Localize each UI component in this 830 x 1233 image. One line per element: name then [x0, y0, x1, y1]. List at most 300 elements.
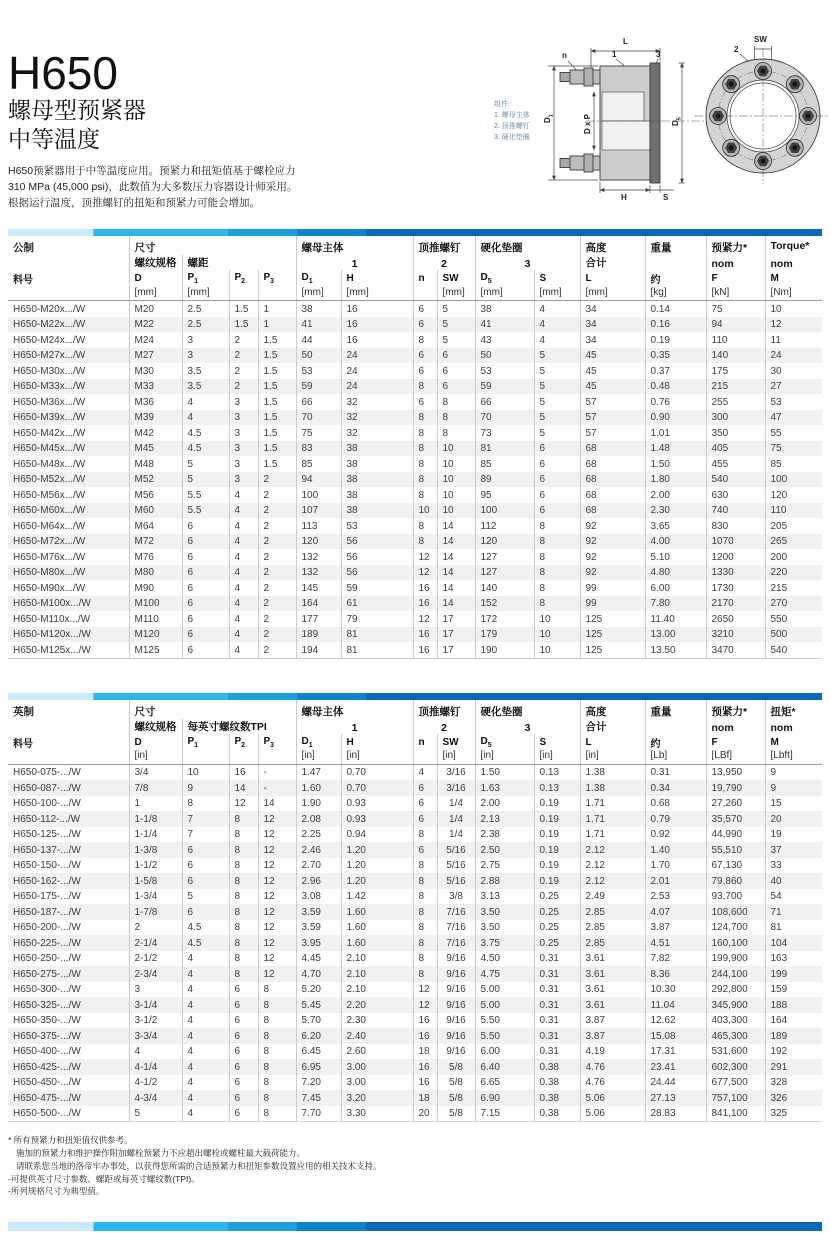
part-number-cell: H650-M22x.../W	[13, 319, 86, 331]
table-cell: 0.70	[341, 780, 413, 796]
table-cell: 3.61	[580, 997, 645, 1013]
table-cell: 12	[258, 842, 296, 858]
table-cell: 10.30	[645, 982, 706, 998]
table-cell: 8	[413, 920, 437, 936]
table-cell: 177	[296, 611, 341, 627]
column-symbol: SW	[437, 734, 475, 750]
part-number-cell: H650-175-.../W	[13, 891, 81, 903]
header-cell: 尺寸	[129, 236, 296, 255]
column-unit	[8, 286, 129, 301]
description-line: H650预紧器用于中等温度应用。预紧力和扭矩值基于螺栓应力	[8, 164, 296, 177]
table-cell: 1/4	[437, 796, 475, 812]
table-cell: 2.00	[475, 796, 534, 812]
table-cell: 1330	[706, 565, 765, 581]
table-row	[8, 596, 822, 612]
table-cell: 3/8	[437, 889, 475, 905]
table-cell: 8	[534, 534, 580, 550]
header-cell: nom	[765, 719, 822, 734]
part-number-cell: H650-M20x.../W	[13, 303, 86, 315]
table-cell: 540	[706, 472, 765, 488]
table-cell: 6	[413, 394, 437, 410]
table-row	[8, 873, 822, 889]
part-number-cell: H650-M56x.../W	[13, 489, 86, 501]
table-cell: 152	[475, 596, 534, 612]
table-row	[8, 627, 822, 643]
table-cell: 70	[296, 410, 341, 426]
table-cell: 3/16	[437, 780, 475, 796]
table-cell: 3	[229, 410, 258, 426]
table-cell: 2	[258, 503, 296, 519]
table-cell: 3.61	[580, 966, 645, 982]
imperial-table-body	[8, 764, 822, 1122]
part-number-cell: H650-M64x.../W	[13, 520, 86, 532]
table-cell: 140	[475, 580, 534, 596]
table-cell: 841,100	[706, 1106, 765, 1122]
table-cell: 4	[229, 487, 258, 503]
table-cell: 159	[765, 982, 822, 998]
table-cell: 75	[296, 425, 341, 441]
table-cell: 8	[413, 873, 437, 889]
table-cell: 16	[341, 301, 413, 317]
table-cell: 0.13	[534, 780, 580, 796]
table-cell: 5.5	[182, 487, 229, 503]
table-cell: 8.36	[645, 966, 706, 982]
label-2: 2	[734, 45, 739, 54]
table-cell: M72	[129, 534, 182, 550]
table-cell: 4	[182, 1106, 229, 1122]
table-row	[8, 966, 822, 982]
label-L: L	[623, 37, 628, 46]
table-cell: 9	[765, 764, 822, 780]
table-cell: 24	[341, 348, 413, 364]
table-cell: 125	[580, 611, 645, 627]
table-cell: 8	[258, 1013, 296, 1029]
table-cell: 16	[341, 332, 413, 348]
table-cell: 8	[229, 904, 258, 920]
table-cell: 172	[475, 611, 534, 627]
table-cell: 81	[765, 920, 822, 936]
part-number-cell: H650-350-.../W	[13, 1015, 81, 1027]
table-cell: 4	[182, 1013, 229, 1029]
table-cell: 1.50	[475, 764, 534, 780]
table-cell: 7.80	[645, 596, 706, 612]
header-cell: 螺距	[182, 255, 296, 270]
table-cell: 45	[580, 363, 645, 379]
part-number-column-label: 料号	[13, 275, 33, 287]
part-number-cell: H650-M120x.../W	[13, 629, 91, 641]
table-cell: 3/4	[129, 764, 182, 780]
table-cell: 4.45	[296, 951, 341, 967]
table-cell: 16	[413, 1028, 437, 1044]
table-cell: 8	[413, 379, 437, 395]
column-unit: [in]	[296, 750, 341, 765]
table-cell: 270	[765, 596, 822, 612]
header-cell: 螺母主体	[296, 236, 413, 255]
table-cell: 1-1/4	[129, 827, 182, 843]
part-number-cell: H650-450-.../W	[13, 1077, 81, 1089]
table-cell: 5/8	[437, 1059, 475, 1075]
footnote-line: 请联系您当地的洛帝牢办事处，以获得您所需的合适预紧力和扭矩参数设置应用的相关技术支持。	[16, 1160, 382, 1171]
part-number-cell: H650-275-.../W	[13, 968, 81, 980]
table-cell: 0.25	[534, 904, 580, 920]
table-cell: 6.00	[645, 580, 706, 596]
label-1: 1	[612, 50, 617, 59]
table-cell: 9/16	[437, 951, 475, 967]
table-cell: 8	[413, 518, 437, 534]
table-cell: 24	[341, 363, 413, 379]
column-symbol: $P_2$	[229, 734, 258, 750]
table-cell: -	[258, 780, 296, 796]
table-cell: 4	[229, 549, 258, 565]
part-number-cell: H650-M80x.../W	[13, 567, 86, 579]
table-cell: 8	[229, 842, 258, 858]
table-cell: 2-3/4	[129, 966, 182, 982]
table-cell: 32	[341, 410, 413, 426]
table-cell: 2.75	[475, 858, 534, 874]
table-cell: 23.41	[645, 1059, 706, 1075]
table-cell: 57	[580, 410, 645, 426]
table-cell: 3.00	[341, 1059, 413, 1075]
table-cell: 2	[229, 379, 258, 395]
table-cell: M100	[129, 596, 182, 612]
table-cell: 6	[437, 379, 475, 395]
table-cell: 3.87	[580, 1013, 645, 1029]
table-cell: 6	[182, 858, 229, 874]
section-view	[560, 63, 660, 183]
header-cell: 尺寸	[129, 700, 296, 719]
table-cell: 5/8	[437, 1090, 475, 1106]
table-cell: 5	[534, 394, 580, 410]
table-cell: 4	[413, 764, 437, 780]
table-cell: 8	[229, 889, 258, 905]
table-row	[8, 811, 822, 827]
table-cell: 4.5	[182, 425, 229, 441]
table-cell: 3	[229, 472, 258, 488]
header-cell: 顶推螺钉	[413, 700, 475, 719]
table-cell: 0.31	[534, 951, 580, 967]
table-cell: 4.07	[645, 904, 706, 920]
table-cell: 6	[182, 873, 229, 889]
table-cell: 8	[437, 394, 475, 410]
part-number-cell: H650-M30x.../W	[13, 365, 86, 377]
table-cell: 8	[534, 565, 580, 581]
part-number-cell: H650-M52x.../W	[13, 474, 86, 486]
column-unit: [in]	[341, 750, 413, 765]
table-cell: 2.85	[580, 920, 645, 936]
table-cell: 1200	[706, 549, 765, 565]
table-cell: 45	[580, 379, 645, 395]
table-cell: 120	[475, 534, 534, 550]
table-cell: 2.38	[475, 827, 534, 843]
table-cell: 0.25	[534, 935, 580, 951]
table-cell: 6	[182, 596, 229, 612]
label-S: S	[663, 193, 669, 202]
table-row	[8, 518, 822, 534]
table-cell: 5	[534, 363, 580, 379]
table-cell: 13,950	[706, 764, 765, 780]
table-row	[8, 410, 822, 426]
header-cell-part-number-3: 3	[475, 255, 580, 270]
part-number-column-label: 料号	[13, 738, 33, 750]
table-cell: 7/8	[129, 780, 182, 796]
table-cell: 12	[229, 796, 258, 812]
metric-table-body	[8, 301, 822, 659]
table-cell: 12	[258, 873, 296, 889]
table-cell: 164	[765, 1013, 822, 1029]
header-cell: Torque*	[765, 236, 822, 255]
table-cell: 16	[413, 580, 437, 596]
table-cell: 92	[580, 534, 645, 550]
table-cell: 14	[437, 565, 475, 581]
table-cell: 6	[229, 1044, 258, 1060]
header-cell: 高度	[580, 700, 645, 719]
table-cell: 2.20	[341, 997, 413, 1013]
table-cell: 3.87	[580, 1028, 645, 1044]
table-cell: 1-3/4	[129, 889, 182, 905]
table-cell: 9/16	[437, 966, 475, 982]
part-number-cell: H650-150-.../W	[13, 860, 81, 872]
table-cell: 3	[182, 348, 229, 364]
table-cell: 8	[413, 332, 437, 348]
table-cell: 0.19	[534, 873, 580, 889]
table-cell: 38	[475, 301, 534, 317]
table-cell: 9/16	[437, 982, 475, 998]
table-cell: 292,800	[706, 982, 765, 998]
table-cell: 85	[296, 456, 341, 472]
table-cell: 5.00	[475, 997, 534, 1013]
part-number-cell: H650-M33x.../W	[13, 381, 86, 393]
table-cell: 3.5	[182, 363, 229, 379]
table-cell: 6	[534, 503, 580, 519]
table-cell: 14	[437, 549, 475, 565]
table-cell: 24	[341, 379, 413, 395]
table-cell: 8	[258, 1044, 296, 1060]
part-number-cell: H650-475-.../W	[13, 1092, 81, 1104]
table-cell: 93,700	[706, 889, 765, 905]
table-cell: 5	[534, 379, 580, 395]
table-cell: 0.93	[341, 811, 413, 827]
table-cell: 2	[258, 596, 296, 612]
table-cell: 56	[341, 549, 413, 565]
table-cell: 8	[258, 1106, 296, 1122]
table-cell: 6	[182, 627, 229, 643]
table-cell: 0.93	[341, 796, 413, 812]
column-unit	[8, 750, 129, 765]
column-symbol: H	[341, 734, 413, 750]
table-cell: 8	[534, 596, 580, 612]
table-cell: 110	[765, 503, 822, 519]
table-cell: 14	[437, 534, 475, 550]
table-cell: 6	[413, 363, 437, 379]
header-cell: 螺纹规格	[129, 255, 182, 270]
table-cell: 33	[765, 858, 822, 874]
table-cell: 41	[296, 317, 341, 333]
table-row	[8, 858, 822, 874]
table-cell: 27	[765, 379, 822, 395]
table-cell: 6	[437, 348, 475, 364]
table-cell: 10	[437, 456, 475, 472]
table-cell: 3.59	[296, 920, 341, 936]
metric-subgroup-header-row	[8, 255, 822, 270]
table-cell: 8	[229, 951, 258, 967]
table-row	[8, 764, 822, 780]
column-unit: [mm]	[341, 286, 413, 301]
table-cell: 2.70	[296, 858, 341, 874]
table-cell: M80	[129, 565, 182, 581]
table-cell: 7.82	[645, 951, 706, 967]
table-cell: 531,600	[706, 1044, 765, 1060]
column-symbol: SW	[437, 270, 475, 286]
table-cell: 12	[413, 549, 437, 565]
bottom-accent-bar	[8, 1222, 822, 1231]
table-cell: 8	[229, 966, 258, 982]
column-symbol: M	[765, 734, 822, 750]
table-cell: 4	[182, 1090, 229, 1106]
table-cell: 2	[229, 348, 258, 364]
column-symbol: $P_3$	[258, 270, 296, 286]
table-cell: 24.44	[645, 1075, 706, 1091]
table-cell: 7/16	[437, 935, 475, 951]
header-cell: 每英寸螺纹数TPI	[182, 719, 296, 734]
header-cell: nom	[706, 255, 765, 270]
table-cell: 2	[258, 534, 296, 550]
column-unit: [mm]	[182, 286, 229, 301]
table-cell: 3.61	[580, 982, 645, 998]
table-cell: 5.45	[296, 997, 341, 1013]
table-cell: 70	[475, 410, 534, 426]
table-cell: 10	[437, 503, 475, 519]
footnote-line: * 所有预紧力和扭矩值仅供参考。	[8, 1135, 133, 1146]
description-line: 310 MPa (45,000 psi)，此数值为大多数压力容器设计师采用。	[8, 180, 298, 193]
table-cell: 10	[437, 472, 475, 488]
table-row	[8, 642, 822, 658]
header-cell	[8, 255, 129, 270]
column-symbol: n	[413, 734, 437, 750]
table-cell: 6	[229, 1075, 258, 1091]
legend-item: 2. 顶推螺钉	[494, 122, 530, 130]
table-cell: 12	[258, 935, 296, 951]
table-cell: 6	[534, 441, 580, 457]
table-cell: 0.38	[534, 1059, 580, 1075]
table-cell: 127	[475, 549, 534, 565]
table-cell: 12	[258, 811, 296, 827]
table-cell: 34	[580, 332, 645, 348]
table-cell: 2650	[706, 611, 765, 627]
table-cell: 1.38	[580, 780, 645, 796]
table-cell: 3-3/4	[129, 1028, 182, 1044]
table-row	[8, 997, 822, 1013]
table-cell: 2.30	[341, 1013, 413, 1029]
table-cell: 4	[182, 951, 229, 967]
part-number-cell: H650-125-.../W	[13, 829, 81, 841]
page-title: H650	[8, 47, 118, 99]
table-cell: 1.5	[258, 441, 296, 457]
table-cell: M120	[129, 627, 182, 643]
table-cell: 3	[129, 982, 182, 998]
table-cell: 1070	[706, 534, 765, 550]
table-cell: 6	[182, 842, 229, 858]
table-cell: 16	[413, 627, 437, 643]
table-cell: 38	[341, 503, 413, 519]
table-cell: 4.51	[645, 935, 706, 951]
table-cell: 2	[229, 332, 258, 348]
table-cell: 8	[413, 966, 437, 982]
table-cell: 1.48	[645, 441, 706, 457]
table-cell: 104	[765, 935, 822, 951]
column-symbol: $D_5$	[475, 734, 534, 750]
table-cell: 830	[706, 518, 765, 534]
table-cell: 17.31	[645, 1044, 706, 1060]
label-SW: SW	[754, 35, 767, 44]
table-cell: 2	[258, 549, 296, 565]
table-row	[8, 487, 822, 503]
column-unit	[229, 286, 258, 301]
table-cell: 1.01	[645, 425, 706, 441]
table-cell: 4.50	[475, 951, 534, 967]
part-number-cell: H650-M125x.../W	[8, 642, 129, 658]
technical-drawing	[488, 30, 830, 206]
table-cell: 540	[765, 642, 822, 658]
table-cell: 4	[534, 317, 580, 333]
table-cell: 59	[341, 580, 413, 596]
table-cell: 125	[580, 627, 645, 643]
table-cell: 6	[413, 811, 437, 827]
header-cell: 螺纹规格	[129, 719, 182, 734]
table-cell: 14	[229, 780, 258, 796]
column-symbol: 约	[645, 270, 706, 286]
table-cell: 6	[182, 904, 229, 920]
column-symbol: $P_3$	[258, 734, 296, 750]
table-cell: 163	[765, 951, 822, 967]
table-cell: 17	[437, 642, 475, 658]
table-cell: 2.00	[645, 487, 706, 503]
table-cell: 4	[229, 642, 258, 658]
table-cell: 0.19	[645, 332, 706, 348]
table-cell: 0.19	[534, 811, 580, 827]
table-cell: 5	[534, 410, 580, 426]
column-unit: [Lb]	[645, 750, 706, 765]
table-cell: 4	[534, 301, 580, 317]
table-cell: 1	[129, 796, 182, 812]
table-cell: 20	[765, 811, 822, 827]
column-unit	[258, 750, 296, 765]
table-cell: 200	[765, 549, 822, 565]
table-cell: 4.70	[296, 966, 341, 982]
table-cell: 677,500	[706, 1075, 765, 1091]
table-cell: 132	[296, 549, 341, 565]
footnote-line: 施加的预紧力和维护操作附加螺栓预紧力不应超出螺栓或螺柱最大载荷能力。	[16, 1148, 306, 1159]
table-cell: 68	[580, 456, 645, 472]
table-cell: 8	[258, 982, 296, 998]
legend-item: 1. 螺母主体	[494, 111, 530, 119]
table-cell: 14	[437, 518, 475, 534]
table-cell: 1-5/8	[129, 873, 182, 889]
label-n: n	[562, 51, 567, 60]
table-cell: 4	[229, 503, 258, 519]
table-cell: 6	[182, 642, 229, 658]
table-cell: 1.71	[580, 796, 645, 812]
table-cell: 3.20	[341, 1090, 413, 1106]
column-unit	[182, 750, 229, 765]
column-unit: [Nm]	[765, 286, 822, 301]
metric-table	[8, 236, 822, 659]
table-cell: 0.90	[645, 410, 706, 426]
table-cell: 325	[765, 1106, 822, 1122]
table-cell: 8	[413, 951, 437, 967]
table-cell: 8	[534, 580, 580, 596]
table-cell: 12	[765, 317, 822, 333]
label-3: 3	[656, 50, 661, 59]
